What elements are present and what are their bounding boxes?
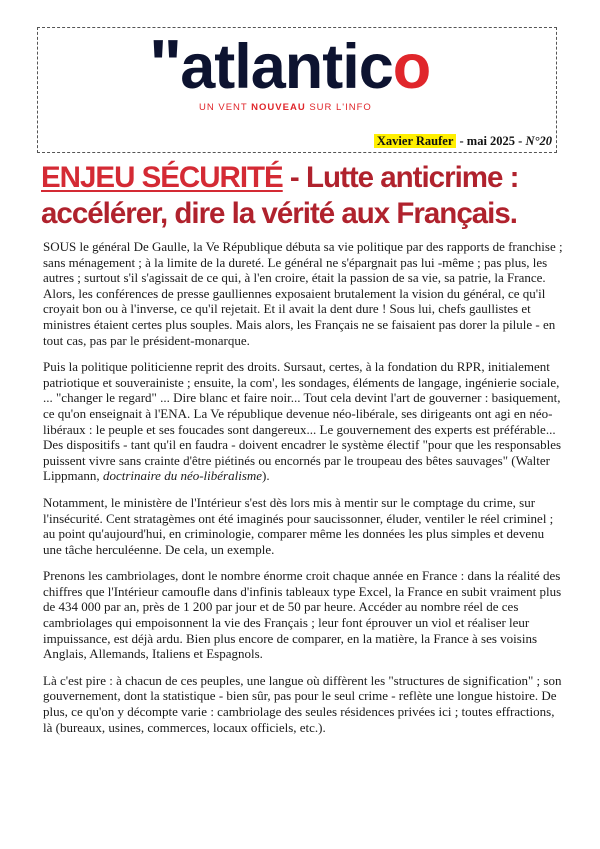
byline	[374, 134, 552, 149]
paragraph-5: Là c'est pire : à chacun de ces peuples, une langue où diffèrent les "structures de signification" ; son gouvernement, dont la statistique - bien sûr, pas pour le seul crime - reflète une longue histoire. De plus, ce qu'on y décompte varie : cambriolage des seules résidences privées ici ; toutes effractions, là (bureaux, usines, commerces, locaux officiels, etc.).	[43, 672, 562, 735]
logo-text-o: o	[392, 32, 431, 102]
paragraph-2-end: ).	[262, 468, 270, 484]
paragraph-3: Notamment, le ministère de l'Intérieur s'est dès lors mis à mentir sur le comptage du crime, sur l'insécurité. Cent stratagèmes ont été imaginés pour saucissonner, éluder, ventiler le réel criminel ; au point qu'aujourd'hui, en criminologie, comparer même les données les plus simples et devenu une tâche herculéenne. De cela, un exemple.	[43, 494, 554, 557]
atlantico-logo	[149, 24, 430, 104]
tagline-bold: NOUVEAU	[251, 102, 306, 113]
article-body	[43, 239, 563, 746]
masthead	[37, 27, 557, 153]
paragraph-4: Prenons les cambriolages, dont le nombre énorme croit chaque année en France : dans la réalité des chiffres que l'Intérieur camoufle dans d'infinis tableaux type Excel, la France en subit vraiment plus de 434 000 par an, près de 1 200 par jour et de 50 par heure. Accéder au nombre réel de ces cambriolages qui empoisonnent la vie des Français ; leur font éprouver un viol et réaliser leur impuissance, est déjà ardu. Bien plus encore de comparer, en la matière, la France à ses voisins Anglais, Allemands, Italiens et Espagnols.	[43, 568, 562, 662]
section-label: ENJEU SÉCURITÉ	[41, 161, 283, 194]
tagline-start: UN VENT	[199, 102, 252, 113]
paragraph-1: SOUS le général De Gaulle, la Ve République débuta sa vie politique par des rapports de franchise ; sans ménagement ; à la limite de la dureté. Le général ne s'épargnait pas lui -même ; pas plus, les autres ; surtout s'il s'agissait de ce qui, à l'en croire, était la passion de sa vie, sa patrie, la France. Alors, les conférences de presse gaulliennes exposaient brutalement la vision du général, ce qu'il croyait bon ou à l'inverse, ce qu'il rejetait. Et il avait la dent dure ! Sous lui, chefs gaullistes et ministres étaient certes plus souples. Mais alors, les Français ne se faisaient pas dorer la pilule - en tout cas, pas par le président-monarque.	[43, 239, 563, 348]
headline	[41, 160, 571, 232]
paragraph-2-italic: doctrinaire du néo-libéralisme	[102, 468, 263, 484]
logo-text: atlantic	[180, 32, 393, 102]
paragraph-2-text: Puis la politique politicienne reprit des droits. Sursaut, certes, à la fondation du RPR, initialement patriotique et souverainiste ; ensuite, la com', les sondages, éléments de langage, ingénierie sociale, ... "changer le regard" ... Dire blanc et faire noir... Tout cela devint l'art de gouverner : basiquement, ce qu'on enseignait à l'ENA. La Ve république devenue néo-libérale, ses dirigeants ont agi en néo-libéraux : le peuple et ses foucades sont dangereux... Le gouvernement des experts est préférable... Des dispositifs - tant qu'il en faudra - doivent encadrer le système électif "pour que les responsables puissent vivre sans crainte d'être piétinés ou encornés par le troupeau des bêtes sauvages" (Walter Lippmann,	[43, 359, 562, 484]
headline-title: - Lutte anticrime : accélérer, dire la vérité aux Français.	[41, 161, 519, 230]
logo-tagline	[199, 102, 372, 113]
date: - mai 2025 -	[456, 134, 526, 148]
author-name: Xavier Raufer	[374, 134, 456, 148]
paragraph-2	[43, 359, 563, 484]
tagline-end: SUR L'INFO	[305, 102, 372, 113]
logo-quote-mark: "	[149, 25, 177, 103]
issue-number: N°20	[525, 134, 552, 148]
